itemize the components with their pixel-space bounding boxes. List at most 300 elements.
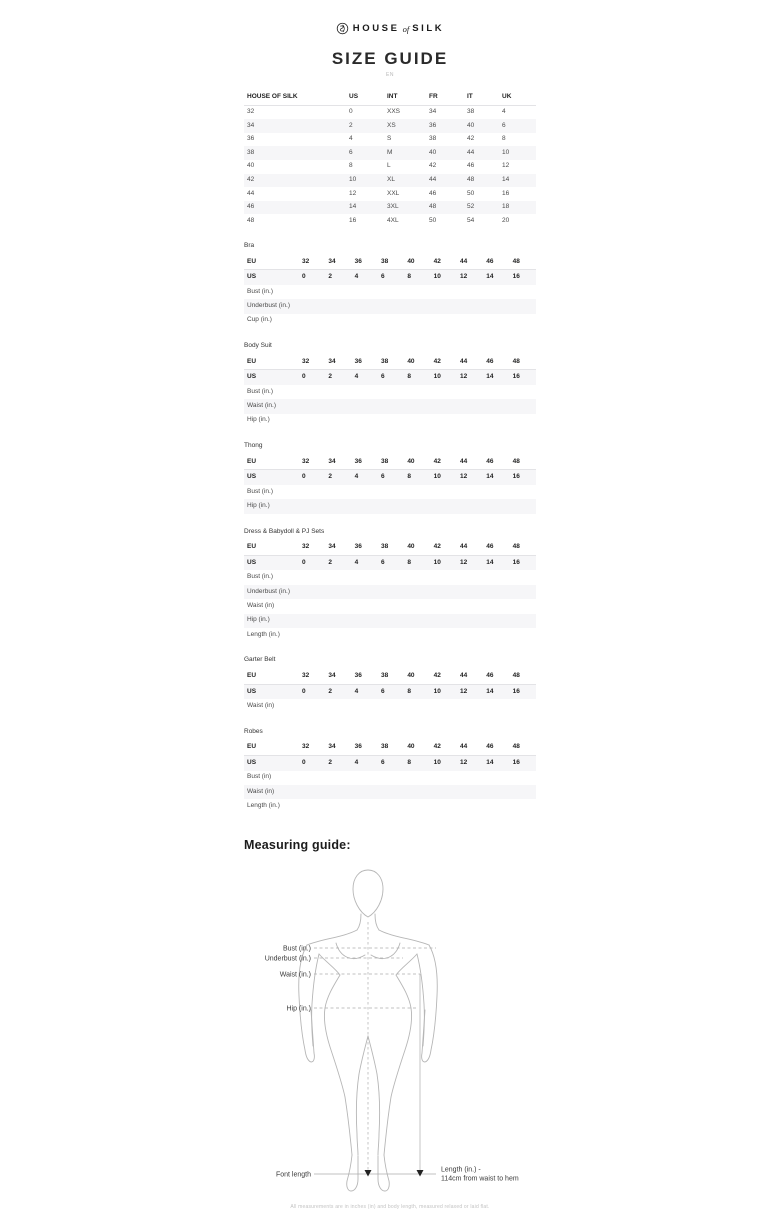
conversion-cell: 40	[467, 121, 475, 129]
measure-row	[244, 799, 536, 813]
measure-row	[244, 499, 536, 513]
section-body	[244, 470, 536, 514]
section-body	[244, 556, 536, 643]
eu-label: EU	[247, 743, 257, 751]
conversion-cell: 16	[349, 216, 357, 224]
size-col-header: 40	[407, 457, 415, 465]
conversion-cell: 44	[247, 189, 255, 197]
us-size-cell: 8	[407, 373, 411, 381]
conversion-row	[244, 146, 536, 160]
size-col-header: 38	[380, 672, 389, 680]
eu-row	[244, 455, 536, 470]
length-label-line1: Length (in.) -	[441, 1166, 481, 1174]
us-size-cell: 2	[328, 473, 332, 481]
conversion-cell: 18	[502, 203, 510, 211]
conversion-cell: XXL	[387, 189, 400, 197]
measure-empty-cells	[299, 614, 536, 628]
us-size-cell: 8	[407, 558, 411, 566]
size-col-header: 38	[380, 357, 389, 365]
us-size-cell: 12	[459, 373, 468, 381]
conversion-col-header: US	[349, 93, 359, 101]
us-row	[244, 470, 536, 485]
measure-row	[244, 585, 536, 599]
us-size-cell: 14	[486, 558, 494, 566]
eu-label: EU	[247, 543, 257, 551]
size-col-header: 42	[433, 743, 441, 751]
conversion-cell: 36	[247, 135, 255, 143]
conversion-cell: XS	[387, 121, 396, 129]
section-title: Thong	[244, 442, 263, 449]
measure-empty-cells	[299, 299, 536, 313]
size-col-header: 40	[407, 672, 415, 680]
size-table	[244, 455, 536, 514]
size-section	[244, 656, 536, 713]
conversion-cell: 52	[467, 203, 475, 211]
brand-monogram-icon	[336, 22, 349, 35]
conversion-cell: 48	[247, 216, 255, 224]
size-col-header: 36	[354, 357, 362, 365]
us-size-cell: 2	[328, 558, 332, 566]
conversion-cell: 40	[247, 162, 255, 170]
foot-length-label: Font length	[275, 1171, 311, 1179]
us-size-cell: 4	[354, 758, 359, 766]
eu-label: EU	[247, 257, 257, 265]
conversion-cell: L	[387, 162, 391, 170]
measure-label: Underbust (in.)	[247, 301, 290, 309]
measure-row	[244, 299, 536, 313]
section-title: Dress & Babydoll & PJ Sets	[244, 527, 325, 535]
conversion-col-header: INT	[387, 93, 398, 101]
measure-row	[244, 628, 536, 642]
size-col-header: 46	[486, 672, 494, 680]
size-col-header: 40	[407, 743, 415, 751]
us-size-cell: 16	[512, 687, 520, 695]
measure-empty-cells	[299, 799, 536, 813]
size-col-header: 46	[486, 257, 494, 265]
conversion-cell: 8	[502, 135, 506, 143]
size-col-header: 32	[302, 257, 310, 265]
measure-empty-cells	[299, 399, 536, 413]
size-col-header: 32	[302, 457, 310, 465]
us-row	[244, 270, 536, 285]
size-col-header: 48	[512, 743, 520, 751]
eu-row	[244, 355, 536, 370]
us-size-cell: 6	[380, 373, 385, 381]
size-col-header: 42	[433, 543, 441, 551]
us-size-cell: 2	[328, 758, 332, 766]
size-col-header: 34	[328, 257, 336, 265]
measure-label: Bust (in.)	[247, 287, 274, 295]
measure-row	[244, 785, 536, 799]
conversion-cell: 44	[429, 175, 437, 183]
size-section	[244, 728, 536, 814]
measure-label: Hip (in.)	[247, 416, 270, 424]
measure-label: Length (in.)	[247, 630, 280, 638]
measure-row	[244, 771, 536, 785]
us-label: US	[247, 558, 257, 566]
eu-label: EU	[247, 357, 257, 365]
size-col-header: 46	[486, 357, 494, 365]
size-col-header: 38	[380, 543, 389, 551]
us-size-cell: 8	[407, 687, 411, 695]
us-size-cell: 14	[486, 687, 494, 695]
size-section	[244, 442, 536, 514]
us-size-cell: 8	[407, 758, 411, 766]
conversion-cell: 34	[429, 107, 437, 115]
size-table	[244, 255, 536, 328]
us-size-cell: 12	[459, 558, 468, 566]
us-size-cell: 4	[354, 273, 359, 281]
measure-label: Bust (in.)	[247, 573, 274, 581]
section-body	[244, 270, 536, 328]
size-col-header: 38	[380, 457, 389, 465]
us-size-cell: 12	[459, 758, 468, 766]
size-col-header: 38	[380, 743, 389, 751]
page-title: SIZE GUIDE	[331, 49, 449, 68]
eu-row	[244, 255, 536, 270]
size-col-header: 32	[302, 672, 310, 680]
conversion-cell: 16	[502, 189, 510, 197]
measure-label: Hip (in.)	[247, 616, 270, 624]
section-title: Body Suit	[244, 341, 272, 349]
us-size-cell: 6	[380, 273, 385, 281]
us-size-cell: 10	[433, 473, 441, 481]
size-col-header: 32	[302, 743, 310, 751]
conversion-row	[244, 201, 536, 215]
measure-label: Bust (in.)	[247, 387, 274, 395]
us-label: US	[247, 473, 257, 481]
section-title: Garter Belt	[244, 656, 276, 664]
size-col-header: 40	[407, 357, 415, 365]
size-col-header: 44	[459, 257, 468, 265]
conversion-cell: 38	[429, 135, 437, 143]
size-col-header: 36	[354, 257, 362, 265]
length-label-line2: 114cm from waist to hem	[441, 1175, 519, 1183]
us-size-cell: 14	[486, 273, 494, 281]
conversion-cell: 4XL	[387, 216, 399, 224]
conversion-row	[244, 187, 536, 201]
us-size-cell: 16	[512, 558, 520, 566]
us-size-cell: 8	[407, 273, 411, 281]
measure-label: Bust (in.)	[247, 487, 274, 495]
waist-label: Waist (in.)	[279, 971, 311, 979]
site-header	[244, 0, 536, 35]
size-table	[244, 741, 536, 814]
us-size-cell: 0	[302, 473, 306, 481]
measure-label: Bust (in)	[247, 773, 272, 781]
size-col-header: 48	[512, 457, 520, 465]
us-label: US	[247, 687, 257, 695]
us-label: US	[247, 273, 257, 281]
measure-label: Waist (in)	[247, 602, 275, 610]
size-table	[244, 355, 536, 428]
conversion-cell: XXS	[387, 107, 401, 115]
conversion-col-header: FR	[429, 93, 438, 101]
size-col-header: 46	[486, 457, 494, 465]
us-label: US	[247, 758, 257, 766]
page-subtitle: EN	[386, 72, 394, 78]
footer-note: All measurements are in inches (in) and body length, measured relaxed or laid flat.	[290, 1203, 490, 1210]
conversion-col-header: IT	[467, 93, 473, 101]
us-size-cell: 0	[302, 558, 306, 566]
measuring-guide	[244, 838, 536, 1196]
us-size-cell: 4	[354, 558, 359, 566]
measure-empty-cells	[299, 599, 536, 613]
us-size-cell: 16	[512, 373, 520, 381]
size-col-header: 34	[328, 543, 336, 551]
us-size-cell: 12	[459, 687, 468, 695]
us-row	[244, 684, 536, 699]
conversion-cell: 46	[429, 189, 437, 197]
us-size-cell: 6	[380, 558, 385, 566]
size-section	[244, 342, 536, 428]
conversion-cell: 42	[429, 162, 437, 170]
conversion-cell: 50	[467, 189, 475, 197]
conversion-header-row	[244, 91, 536, 105]
us-size-cell: 6	[380, 473, 385, 481]
size-section	[244, 528, 536, 643]
eu-label: EU	[247, 672, 257, 680]
conversion-cell: 12	[349, 189, 357, 197]
conversion-cell: XL	[387, 175, 395, 183]
conversion-col-header: HOUSE OF SILK	[247, 93, 298, 101]
conversion-row	[244, 133, 536, 147]
size-col-header: 44	[459, 457, 468, 465]
eu-row	[244, 669, 536, 684]
measure-empty-cells	[299, 485, 536, 499]
foot-length-arrow-icon	[365, 1170, 372, 1177]
us-size-cell: 16	[512, 273, 520, 281]
size-section	[244, 242, 536, 328]
size-col-header: 36	[354, 672, 362, 680]
size-col-header: 44	[459, 672, 468, 680]
size-col-header: 42	[433, 257, 441, 265]
conversion-cell: 14	[502, 175, 510, 183]
conversion-cell: 54	[467, 216, 475, 224]
conversion-row	[244, 214, 536, 228]
size-col-header: 48	[512, 543, 520, 551]
conversion-cell: 34	[247, 121, 255, 129]
size-col-header: 42	[433, 672, 441, 680]
us-size-cell: 10	[433, 687, 441, 695]
size-col-header: 40	[407, 543, 415, 551]
size-col-header: 40	[407, 257, 415, 265]
us-size-cell: 14	[486, 373, 494, 381]
size-col-header: 36	[354, 543, 362, 551]
eu-label: EU	[247, 457, 257, 465]
us-size-cell: 0	[302, 373, 306, 381]
brand-logo	[244, 22, 536, 35]
measure-empty-cells	[299, 585, 536, 599]
measure-empty-cells	[299, 570, 536, 584]
size-col-header: 42	[433, 457, 441, 465]
us-size-cell: 0	[302, 758, 306, 766]
us-row	[244, 370, 536, 385]
conversion-col-header: UK	[502, 93, 512, 101]
conversion-body	[244, 105, 536, 228]
us-size-cell: 16	[512, 758, 520, 766]
conversion-cell: 40	[429, 148, 437, 156]
conversion-cell: 6	[349, 148, 353, 156]
conversion-cell: S	[387, 135, 392, 143]
conversion-cell: 14	[349, 203, 357, 211]
measuring-guide-heading: Measuring guide:	[244, 837, 351, 852]
measure-row	[244, 414, 536, 428]
section-title: Robes	[244, 727, 263, 735]
hip-label: Hip (in.)	[286, 1005, 311, 1013]
conversion-cell: 42	[247, 175, 255, 183]
bust-label: Bust (in.)	[282, 945, 311, 953]
measure-row	[244, 314, 536, 328]
size-col-header: 36	[354, 457, 362, 465]
conversion-cell: 48	[467, 175, 475, 183]
underbust-label: Underbust (in.)	[264, 955, 311, 963]
measure-empty-cells	[299, 314, 536, 328]
conversion-row	[244, 105, 536, 119]
brand-name-house: HOUSE	[352, 23, 400, 34]
conversion-cell: 32	[247, 107, 255, 115]
measure-row	[244, 399, 536, 413]
us-size-cell: 10	[433, 373, 441, 381]
conversion-cell: 8	[349, 162, 353, 170]
size-col-header: 32	[302, 543, 310, 551]
size-col-header: 34	[328, 743, 336, 751]
us-size-cell: 12	[459, 473, 468, 481]
conversion-cell: 44	[467, 148, 475, 156]
us-size-cell: 10	[433, 558, 441, 566]
conversion-cell: 46	[247, 203, 255, 211]
measure-row	[244, 285, 536, 299]
eu-row	[244, 741, 536, 756]
measure-row	[244, 599, 536, 613]
size-col-header: 48	[512, 672, 520, 680]
measure-label: Cup (in.)	[247, 316, 272, 324]
size-col-header: 34	[328, 672, 336, 680]
size-col-header: 44	[459, 743, 468, 751]
us-size-cell: 2	[328, 687, 332, 695]
us-size-cell: 14	[486, 758, 494, 766]
size-table	[244, 541, 536, 643]
us-size-cell: 4	[354, 687, 359, 695]
us-size-cell: 14	[486, 473, 494, 481]
size-col-header: 36	[354, 743, 362, 751]
us-size-cell: 16	[512, 473, 520, 481]
conversion-cell: 4	[349, 135, 353, 143]
size-sections	[244, 242, 536, 814]
us-size-cell: 8	[407, 473, 411, 481]
us-label: US	[247, 373, 257, 381]
us-size-cell: 6	[380, 687, 385, 695]
size-col-header: 44	[459, 357, 468, 365]
eu-row	[244, 541, 536, 556]
measure-label: Hip (in.)	[247, 502, 270, 510]
measure-label: Underbust (in.)	[247, 587, 290, 595]
us-row	[244, 756, 536, 771]
measure-row	[244, 385, 536, 399]
section-body	[244, 370, 536, 428]
measure-empty-cells	[299, 414, 536, 428]
conversion-cell: 10	[502, 148, 510, 156]
measure-row	[244, 485, 536, 499]
us-size-cell: 6	[380, 758, 385, 766]
conversion-cell: 50	[429, 216, 437, 224]
us-size-cell: 12	[459, 273, 468, 281]
measure-label: Length (in.)	[247, 802, 280, 810]
section-title: Bra	[244, 241, 255, 249]
conversion-table	[244, 91, 536, 228]
us-size-cell: 2	[328, 273, 332, 281]
hem-length-arrow-icon	[417, 1170, 424, 1177]
conversion-cell: 46	[467, 162, 475, 170]
measure-empty-cells	[299, 785, 536, 799]
measure-empty-cells	[299, 499, 536, 513]
measure-empty-cells	[299, 699, 536, 713]
section-body	[244, 756, 536, 814]
us-size-cell: 0	[302, 687, 306, 695]
body-outline-diagram	[240, 864, 540, 1196]
size-col-header: 34	[328, 357, 336, 365]
size-col-header: 48	[512, 257, 520, 265]
us-size-cell: 4	[354, 373, 359, 381]
conversion-cell: 48	[429, 203, 437, 211]
conversion-cell: 3XL	[387, 203, 399, 211]
conversion-cell: 10	[349, 175, 357, 183]
us-size-cell: 0	[302, 273, 306, 281]
conversion-cell: M	[387, 148, 393, 156]
size-col-header: 42	[433, 357, 441, 365]
page-content	[244, 0, 536, 1210]
brand-name-silk: SILK	[412, 23, 445, 34]
size-col-header: 38	[380, 257, 389, 265]
conversion-row	[244, 119, 536, 133]
conversion-cell: 36	[429, 121, 437, 129]
size-col-header: 32	[302, 357, 310, 365]
measure-empty-cells	[299, 285, 536, 299]
conversion-cell: 12	[502, 162, 510, 170]
us-size-cell: 10	[433, 758, 441, 766]
us-size-cell: 4	[354, 473, 359, 481]
measure-empty-cells	[299, 771, 536, 785]
section-body	[244, 684, 536, 713]
measure-row	[244, 699, 536, 713]
measurement-guide-lines	[314, 922, 436, 1174]
measure-row	[244, 570, 536, 584]
size-col-header: 48	[512, 357, 520, 365]
measuring-figure	[240, 864, 540, 1196]
us-row	[244, 556, 536, 571]
size-col-header: 46	[486, 743, 494, 751]
conversion-cell: 42	[467, 135, 475, 143]
conversion-cell: 0	[349, 107, 353, 115]
conversion-cell: 4	[502, 107, 506, 115]
measure-row	[244, 614, 536, 628]
measure-label: Waist (in.)	[247, 401, 277, 409]
conversion-row	[244, 174, 536, 188]
conversion-cell: 20	[502, 216, 510, 224]
size-col-header: 46	[486, 543, 494, 551]
us-size-cell: 2	[328, 373, 332, 381]
conversion-row	[244, 160, 536, 174]
size-col-header: 34	[328, 457, 336, 465]
us-size-cell: 10	[433, 273, 441, 281]
measure-empty-cells	[299, 628, 536, 642]
conversion-cell: 38	[467, 107, 475, 115]
measure-label: Waist (in)	[247, 702, 275, 710]
conversion-cell: 2	[349, 121, 353, 129]
size-table	[244, 669, 536, 713]
size-col-header: 44	[459, 543, 468, 551]
measure-empty-cells	[299, 385, 536, 399]
